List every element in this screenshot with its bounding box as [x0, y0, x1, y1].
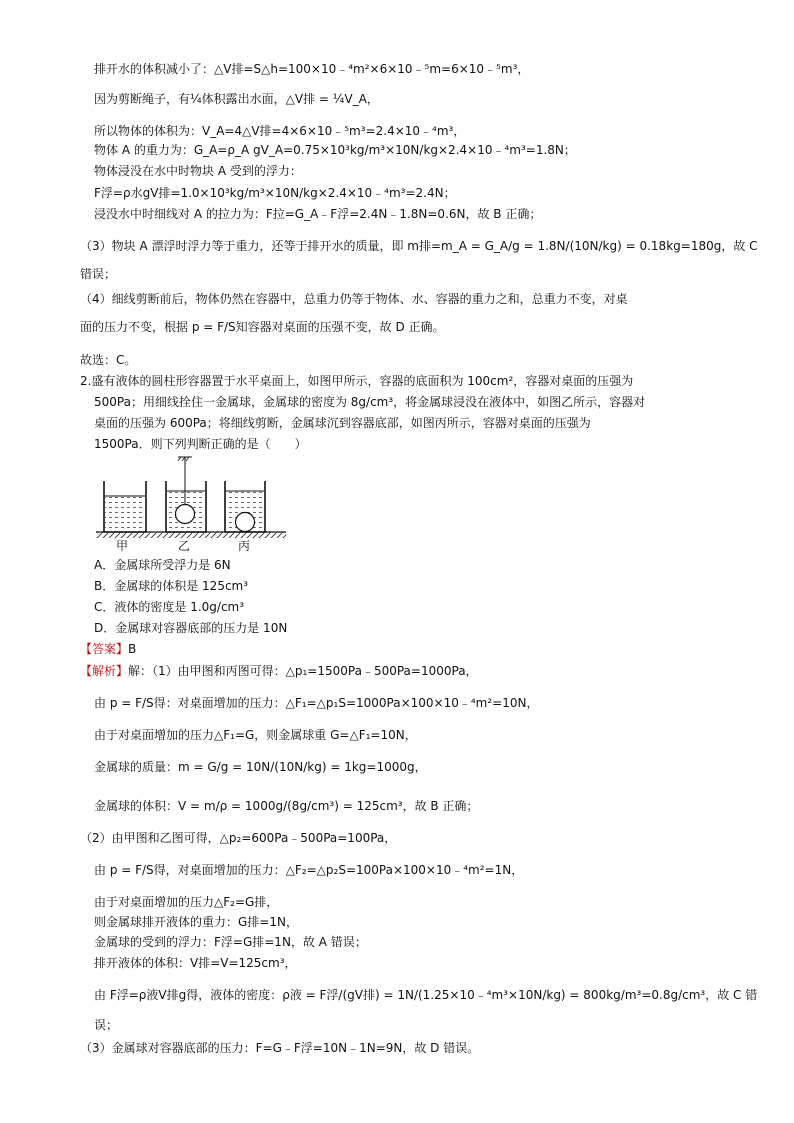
solution-line: 排开液体的体积：V排=V=125cm³，: [94, 956, 297, 970]
answer-line: [80, 640, 136, 658]
question-line: 2.盛有液体的圆柱形容器置于水平桌面上，如图甲所示，容器的底面积为 100cm²，容器对桌面的压强为: [80, 374, 634, 388]
text-line: 故选：C。: [80, 353, 137, 367]
question-line: 1500Pa．则下列判断正确的是（ ）: [94, 437, 307, 451]
question-line: 桌面的压强为 600Pa；将细线剪断，金属球沉到容器底部，如图丙所示，容器对桌面的压强为: [94, 416, 591, 430]
solution-line: 由于对桌面增加的压力△F₁=G，则金属球重 G=△F₁=10N，: [94, 728, 417, 742]
text-line: F浮=ρ水gV排=1.0×10³kg/m³×10N/kg×2.4×10﹣⁴m³=2.4N；: [94, 186, 456, 200]
solution-line: 误；: [94, 1018, 119, 1032]
solution-line: 金属球的体积：V = m/ρ = 1000g/(8g/cm³) = 125cm³，故 B 正确；: [94, 799, 479, 813]
solution-line: （3）金属球对容器底部的压力：F=G﹣F浮=10N﹣1N=9N，故 D 错误。: [80, 1041, 480, 1055]
text-line: 排开水的体积减小了：△V排=S△h=100×10﹣⁴m²×6×10﹣⁵m=6×10﹣⁵m³，: [94, 62, 530, 76]
text-line: 浸没水中时细线对 A 的拉力为：F拉=G_A﹣F浮=2.4N﹣1.8N=0.6N，故 B 正确；: [94, 207, 542, 221]
solution-line: 由于对桌面增加的压力△F₂=G排，: [94, 895, 279, 909]
three-containers-figure: [96, 455, 286, 555]
option-d: D．金属球对容器底部的压力是 10N: [94, 621, 288, 635]
text-line: 所以物体的体积为：V_A=4△V排=4×6×10﹣⁵m³=2.4×10﹣⁴m³，: [94, 124, 466, 138]
analysis-line: [80, 662, 478, 680]
text-line: 物体 A 的重力为：G_A=ρ_A gV_A=0.75×10³kg/m³×10N/kg×2.4×10﹣⁴m³=1.8N；: [94, 143, 576, 157]
answer-value: B: [128, 642, 137, 656]
analysis-first: 解：（1）由甲图和丙图可得：△p₁=1500Pa﹣500Pa=1000Pa，: [128, 664, 478, 678]
solution-line: 则金属球排开液体的重力：G排=1N，: [94, 915, 298, 929]
text-line: （3）物块 A 漂浮时浮力等于重力，还等于排开水的质量，即 m排=m_A = G_A/g = 1.8N/(10N/kg) = 0.18kg=180g，故 C: [80, 239, 758, 253]
question-line: 500Pa；用细线拴住一金属球，金属球的密度为 8g/cm³，将金属球浸没在液体中，如图乙所示，容器对: [94, 395, 646, 409]
label-jia: 甲: [116, 539, 129, 553]
answer-tag: 【答案】: [80, 642, 129, 656]
option-c: C．液体的密度是 1.0g/cm³: [94, 600, 245, 614]
analysis-tag: 【解析】: [80, 664, 129, 678]
label-bing: 丙: [238, 539, 251, 553]
text-line: 错误；: [80, 267, 117, 281]
solution-line: 金属球的受到的浮力：F浮=G排=1N，故 A 错误；: [94, 935, 367, 949]
solution-line: 由 F浮=ρ液V排g得，液体的密度：ρ液 = F浮/(gV排) = 1N/(1.25×10﹣⁴m³×10N/kg) = 800kg/m³=0.8g/cm³，故 C 错: [94, 988, 758, 1002]
text-line: 因为剪断绳子，有¼体积露出水面，△V排 = ¼V_A，: [94, 92, 379, 106]
solution-line: 由 p = F/S得：对桌面增加的压力：△F₁=△p₁S=1000Pa×100×10﹣⁴m²=10N，: [94, 696, 539, 710]
text-line: 物体浸没在水中时物块 A 受到的浮力：: [94, 164, 302, 178]
solution-line: （2）由甲图和乙图可得，△p₂=600Pa﹣500Pa=100Pa，: [80, 831, 397, 845]
text-line: 面的压力不变，根据 p = F/S知容器对桌面的压强不变，故 D 正确。: [80, 320, 445, 334]
option-b: B．金属球的体积是 125cm³: [94, 579, 249, 593]
solution-line: 由 p = F/S得，对桌面增加的压力：△F₂=△p₂S=100Pa×100×10﹣⁴m²=1N，: [94, 863, 524, 877]
option-a: A．金属球所受浮力是 6N: [94, 558, 231, 572]
label-yi: 乙: [178, 539, 191, 553]
text-line: （4）细线剪断前后，物体仍然在容器中，总重力仍等于物体、水、容器的重力之和，总重力不变，对桌: [80, 292, 628, 306]
solution-line: 金属球的质量：m = G/g = 10N/(10N/kg) = 1kg=1000g，: [94, 760, 427, 774]
